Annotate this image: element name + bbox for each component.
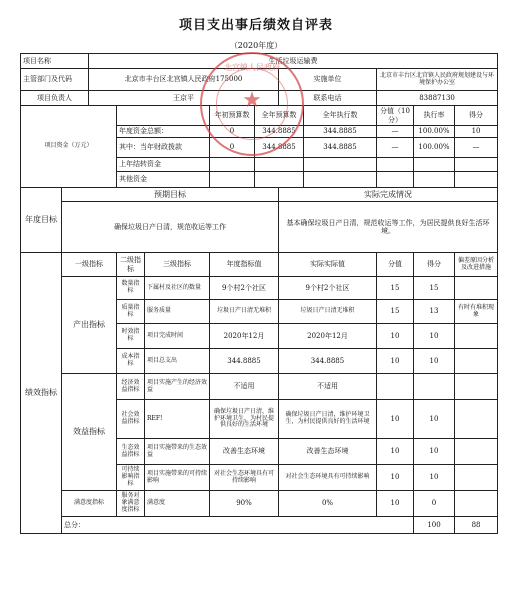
- indicator-note: [455, 374, 498, 400]
- indicator-value: 15: [377, 300, 414, 324]
- output-indicator-label: 产出指标: [62, 277, 117, 374]
- indicator-l3: 项目实施带来的生态效益: [145, 439, 210, 465]
- funds-rate: 100.00%: [414, 138, 455, 158]
- indicator-l3: 项目实施产生的经济效益: [145, 374, 210, 400]
- indicator-l2: 可持续影响指标: [117, 465, 145, 491]
- project-name-value: 生活垃圾运输费: [89, 54, 498, 69]
- funds-score: [455, 158, 498, 172]
- total-value: 100: [414, 517, 455, 534]
- funds-budget: 344.8885: [255, 138, 304, 158]
- impl-label: 实施单位: [279, 69, 377, 91]
- phone-label: 联系电话: [279, 91, 377, 106]
- indicator-target: 确保垃圾日产日清，维护环境卫生，为村民提供良好的生活环境: [210, 400, 279, 439]
- indicator-target: 344.8885: [210, 349, 279, 374]
- indicator-actual: 344.8885: [279, 349, 377, 374]
- indicator-actual: 不适用: [279, 374, 377, 400]
- indicator-note: [455, 324, 498, 349]
- indicator-actual: 对社会生态环境具有可持续影响: [279, 465, 377, 491]
- funds-rate: [414, 158, 455, 172]
- indicator-target: 9个村2个社区: [210, 277, 279, 300]
- indicator-l3: 服务质量: [145, 300, 210, 324]
- seal-text: 北宫镇人民政府: [224, 63, 280, 72]
- indicator-score: 10: [414, 324, 455, 349]
- goals-planned: 确保垃圾日产日清，规范收运等工作: [62, 202, 279, 253]
- funds-budget: [255, 172, 304, 188]
- indicator-header-note: 偏差原因分析及改进措施: [455, 253, 498, 277]
- indicator-actual: 确保垃圾日产日清，维护环境卫生，为村民提供良好的生活环境: [279, 400, 377, 439]
- indicator-l3: 项目完成时间: [145, 324, 210, 349]
- indicator-score: 10: [414, 439, 455, 465]
- indicator-value: 10: [377, 400, 414, 439]
- funds-exec: [304, 172, 377, 188]
- seal-star-icon: ★: [242, 88, 262, 113]
- indicator-l2: 服务对象满意度指标: [117, 491, 145, 517]
- indicator-row: [21, 277, 498, 300]
- indicator-actual: 垃圾日产日清无堆积: [279, 300, 377, 324]
- form-year: （2020年度）: [229, 41, 283, 50]
- funds-header-init: 年初预算数: [210, 106, 255, 126]
- funds-exec: [304, 158, 377, 172]
- indicator-header-l2: 二级指标: [117, 253, 145, 277]
- phone-value: 83887130: [377, 91, 498, 106]
- funds-header-rate: 执行率: [414, 106, 455, 126]
- funds-init: [210, 158, 255, 172]
- indicator-header-value: 分值: [377, 253, 414, 277]
- indicator-value: 10: [377, 439, 414, 465]
- indicator-score: 10: [414, 465, 455, 491]
- total-label: 总分：: [62, 517, 414, 534]
- indicator-row: [21, 374, 498, 400]
- indicator-l2: 经济效益指标: [117, 374, 145, 400]
- goals-actual-header: 实际完成情况: [279, 188, 498, 202]
- dept-value: 北京市丰台区北宫镇人民政府175000: [89, 69, 279, 91]
- funds-init: 0: [210, 138, 255, 158]
- indicator-score: 10: [414, 349, 455, 374]
- indicator-value: 10: [377, 491, 414, 517]
- indicator-value: 10: [377, 465, 414, 491]
- indicator-target: 90%: [210, 491, 279, 517]
- indicator-score: [414, 374, 455, 400]
- funds-header-score-value: 分值（10分）: [377, 106, 414, 126]
- indicator-row: [21, 491, 498, 517]
- indicator-score: 10: [414, 400, 455, 439]
- funds-header-exec: 全年执行数: [304, 106, 377, 126]
- funds-score-value: —: [377, 126, 414, 138]
- indicator-note: [455, 277, 498, 300]
- indicator-note: [455, 439, 498, 465]
- indicator-note: [455, 349, 498, 374]
- indicator-note: [455, 400, 498, 439]
- indicator-target: 垃圾日产日清无堆积: [210, 300, 279, 324]
- goals-planned-header: 预期目标: [62, 188, 279, 202]
- indicator-l2: 质量指标: [117, 300, 145, 324]
- project-name-label: 项目名称: [21, 54, 89, 69]
- funds-score: —: [455, 138, 498, 158]
- indicator-target: 对社会生态环境具有可持续影响: [210, 465, 279, 491]
- indicator-score: 0: [414, 491, 455, 517]
- indicator-target: 改善生态环境: [210, 439, 279, 465]
- indicator-header-target: 年度指标值: [210, 253, 279, 277]
- indicator-header-l3: 三级指标: [145, 253, 210, 277]
- dept-label: 主管部门及代码: [21, 69, 89, 91]
- indicator-header-l1: 一级指标: [62, 253, 117, 277]
- indicator-l2: 生态效益指标: [117, 439, 145, 465]
- indicator-value: 10: [377, 324, 414, 349]
- funds-init: 0: [210, 126, 255, 138]
- indicator-actual: 2020年12月: [279, 324, 377, 349]
- indicators-side-label: 绩效指标: [21, 253, 62, 534]
- evaluation-table: [20, 53, 498, 534]
- impl-value: 北京市丰台区北宫镇人民政府规划建设与环境保护办公室: [377, 69, 498, 91]
- goals-actual: 基本确保垃圾日产日清，规范收运等工作，为居民提供良好生活环境。: [279, 202, 498, 253]
- funds-row-label: 上年结转资金: [117, 158, 210, 172]
- funds-score: 10: [455, 126, 498, 138]
- indicator-l3: 项目实施带来的可持续影响: [145, 465, 210, 491]
- indicator-l3: 项目总支出: [145, 349, 210, 374]
- indicator-l2: 成本指标: [117, 349, 145, 374]
- indicator-note: 有时有堆积现象: [455, 300, 498, 324]
- indicator-value: 15: [377, 277, 414, 300]
- owner-label: 项目负责人: [21, 91, 89, 106]
- funds-score: [455, 172, 498, 188]
- indicator-header-score: 得分: [414, 253, 455, 277]
- funds-budget: [255, 158, 304, 172]
- indicator-l2: 时效指标: [117, 324, 145, 349]
- indicator-target: 不适用: [210, 374, 279, 400]
- indicator-value: [377, 374, 414, 400]
- funds-header-score: 得分: [455, 106, 498, 126]
- indicator-actual: 0%: [279, 491, 377, 517]
- indicator-l3: REF!: [145, 400, 210, 439]
- funds-exec: 344.8885: [304, 126, 377, 138]
- indicator-target: 2020年12月: [210, 324, 279, 349]
- indicator-header-actual: 实际实际值: [279, 253, 377, 277]
- indicator-note: [455, 491, 498, 517]
- indicator-l2: 社会效益指标: [117, 400, 145, 439]
- form-title: 项目支出事后绩效自评表: [178, 18, 333, 33]
- funds-init: [210, 172, 255, 188]
- indicator-value: 10: [377, 349, 414, 374]
- funds-budget: 344.8885: [255, 126, 304, 138]
- funds-exec: 344.8885: [304, 138, 377, 158]
- funds-label: 项目资金（万元）: [21, 106, 117, 188]
- satisfaction-indicator-label: 满意度指标: [62, 491, 117, 517]
- indicator-score: 15: [414, 277, 455, 300]
- funds-rate: 100.00%: [414, 126, 455, 138]
- indicator-l3: 下属村及社区的数量: [145, 277, 210, 300]
- funds-score-value: [377, 158, 414, 172]
- indicator-score: 13: [414, 300, 455, 324]
- total-row: [21, 517, 498, 534]
- funds-rate: [414, 172, 455, 188]
- indicator-l2: 数量指标: [117, 277, 145, 300]
- funds-row-label: 年度资金总额：: [117, 126, 210, 138]
- owner-value: 王京平: [89, 91, 279, 106]
- indicator-l3: 满意度: [145, 491, 210, 517]
- total-score: 88: [455, 517, 498, 534]
- funds-header-budget: 全年预算数: [255, 106, 304, 126]
- funds-score-value: [377, 172, 414, 188]
- goals-label: 年度目标: [21, 188, 62, 253]
- indicator-actual: 改善生态环境: [279, 439, 377, 465]
- funds-row-label: 其他资金: [117, 172, 210, 188]
- funds-row-label: 其中：当年财政拨款: [117, 138, 210, 158]
- benefit-indicator-label: 效益指标: [62, 374, 117, 491]
- indicator-actual: 9个村2个社区: [279, 277, 377, 300]
- indicator-note: [455, 465, 498, 491]
- funds-score-value: —: [377, 138, 414, 158]
